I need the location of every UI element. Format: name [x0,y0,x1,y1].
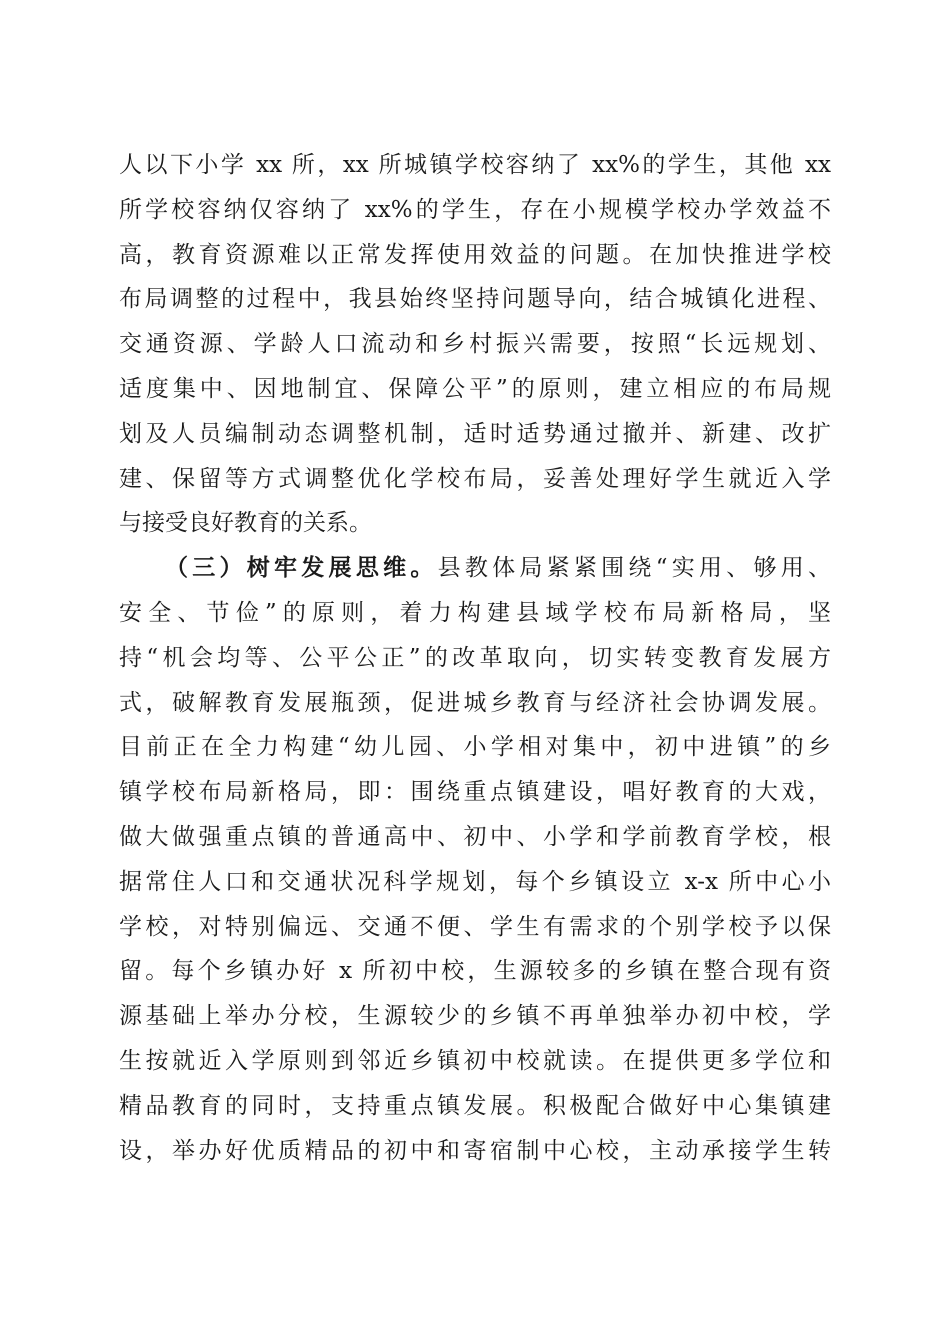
paragraph-line: 与接受良好教育的关系。 [119,510,372,537]
paragraph-line: 生按就近入学原则到邻近乡镇初中校就读。在提供更多学位和 [119,1047,831,1074]
paragraph-line: 据常住人口和交通状况科学规划，每个乡镇设立 x-x 所中心小 [119,868,831,895]
paragraph-line: 人以下小学 xx 所，xx 所城镇学校容纳了 xx%的学生，其他 xx [119,152,831,178]
paragraph-line: 高，教育资源难以正常发挥使用效益的问题。在加快推进学校 [119,241,831,268]
paragraph-line: 持“机会均等、公平公正”的改革取向，切实转变教育发展方 [119,644,831,671]
section-heading: （三）树牢发展思维。 [165,554,438,582]
paragraph-line: 安全、节俭”的原则，着力构建县域学校布局新格局，坚 [119,599,831,626]
paragraph-line: 交通资源、学龄人口流动和乡村振兴需要，按照“长远规划、 [119,331,831,358]
paragraph-line: 留。每个乡镇办好 x 所初中校，生源较多的乡镇在整合现有资 [119,958,831,985]
document-body [119,143,831,1173]
paragraph-line: 学校，对特别偏远、交通不便、学生有需求的个别学校予以保 [119,913,831,940]
paragraph-line: 建、保留等方式调整优化学校布局，妥善处理好学生就近入学 [119,465,831,492]
paragraph-line: 式，破解教育发展瓶颈，促进城乡教育与经济社会协调发展。 [119,689,831,716]
paragraph-first-line-text: 县教体局紧紧围绕“实用、够用、 [437,555,832,582]
paragraph-line: 镇学校布局新格局，即：围绕重点镇建设，唱好教育的大戏， [119,779,831,806]
paragraph-first-line [119,546,831,591]
paragraph-line: 布局调整的过程中，我县始终坚持问题导向，结合城镇化进程、 [119,286,831,313]
paragraph-development-thinking [119,546,831,1173]
paragraph-line: 所学校容纳仅容纳了 xx%的学生，存在小规模学校办学效益不 [119,196,831,223]
paragraph-line: 源基础上举办分校，生源较少的乡镇不再单独举办初中校，学 [119,1003,831,1030]
paragraph-line: 做大做强重点镇的普通高中、初中、小学和学前教育学校，根 [119,823,831,850]
paragraph-line: 划及人员编制动态调整机制，适时适势通过撤并、新建、改扩 [119,420,831,447]
paragraph-line: 精品教育的同时，支持重点镇发展。积极配合做好中心集镇建 [119,1092,831,1119]
paragraph-line: 设，举办好优质精品的初中和寄宿制中心校，主动承接学生转 [119,1137,831,1164]
paragraph-line: 目前正在全力构建“幼儿园、小学相对集中，初中进镇”的乡 [119,734,831,761]
paragraph-line: 适度集中、因地制宜、保障公平”的原则，建立相应的布局规 [119,375,831,402]
paragraph-layout-optimization [119,143,831,546]
